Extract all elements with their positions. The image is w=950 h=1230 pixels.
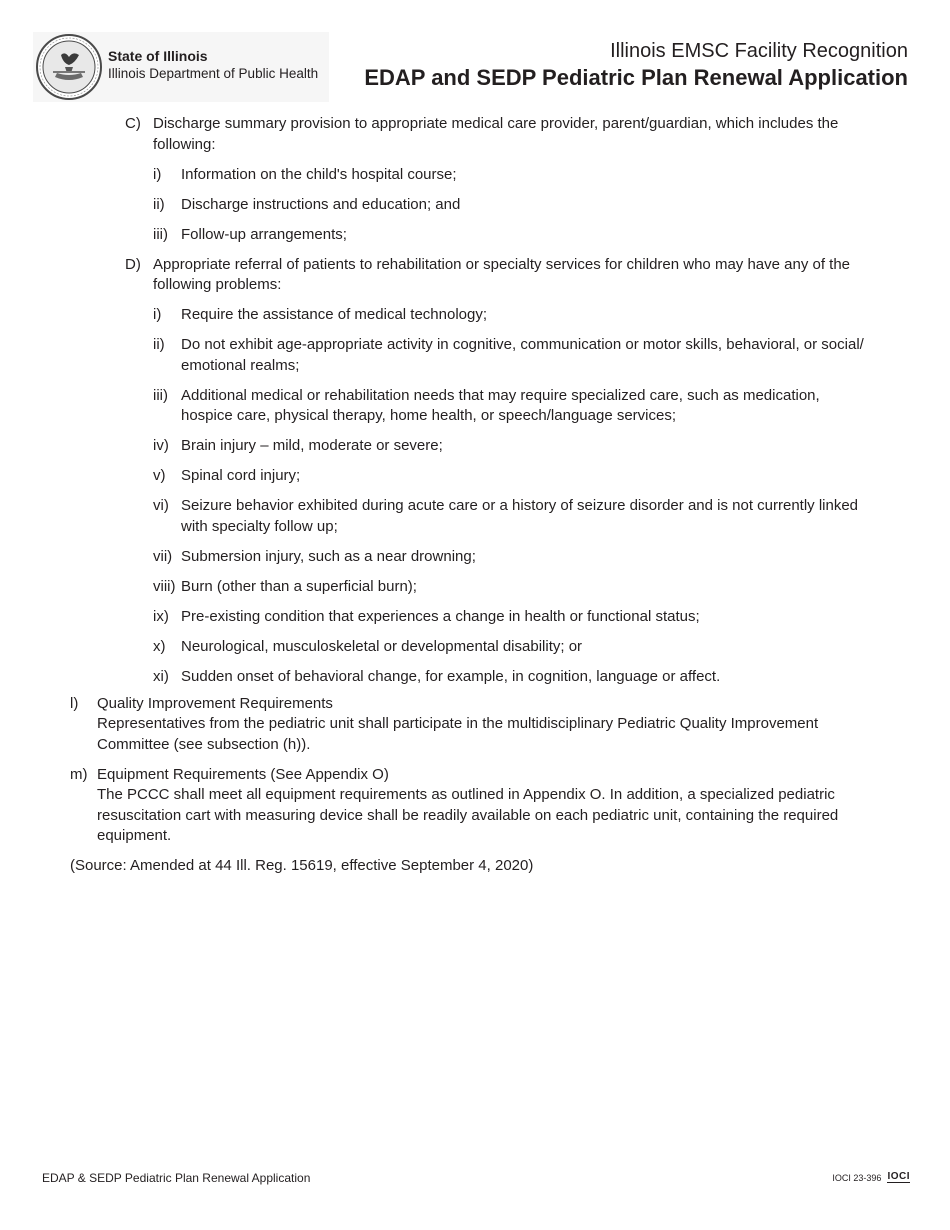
list-item [0, 335, 950, 376]
text-line: Follow-up arrangements; [181, 225, 347, 243]
list-marker: iii) [153, 386, 168, 404]
list-item-d [0, 255, 950, 296]
text-line: Discharge instructions and education; and [181, 195, 461, 213]
text-line: Burn (other than a superficial burn); [181, 577, 417, 595]
list-item-l [0, 694, 950, 756]
text-line: Spinal cord injury; [181, 467, 301, 484]
list-item-text [181, 436, 920, 457]
list-marker: x) [153, 637, 166, 655]
text-line: The PCCC shall meet all equipment requirements as outlined in Appendix O. In addition, a specialized pediatric [97, 786, 835, 803]
list-marker: i) [153, 165, 162, 183]
printer-logo-icon: IOCI [887, 1171, 910, 1182]
list-item-text [181, 466, 920, 487]
header-titles [364, 38, 908, 92]
list-item [0, 667, 950, 688]
list-item [0, 496, 950, 537]
list-marker: ii) [153, 336, 165, 353]
list-marker: v) [153, 467, 166, 484]
list-item [0, 305, 950, 326]
text-line: Pre-existing condition that experiences a change in health or functional status; [181, 607, 700, 625]
list-item-text [181, 496, 920, 537]
page-title: EDAP and SEDP Pediatric Plan Renewal Application [364, 65, 908, 90]
text-line: Appropriate referral of patients to rehabilitation or specialty services for children who may have any of the [153, 255, 851, 273]
list-marker: iv) [153, 437, 169, 454]
list-marker: xi) [153, 667, 169, 685]
form-number: IOCI 23-396 [832, 1172, 882, 1183]
list-marker: m) [70, 765, 88, 783]
text-line: hospice care, physical therapy, home health, or speech/language services; [181, 407, 677, 424]
list-marker: ii) [153, 195, 165, 213]
list-item [0, 386, 950, 427]
text-line: following problems: [153, 276, 282, 293]
list-item [0, 577, 950, 598]
list-marker: iii) [153, 225, 168, 243]
section-heading: Quality Improvement Requirements [97, 694, 333, 712]
list-marker: vi) [153, 497, 169, 514]
list-item-text [97, 694, 890, 756]
text-line: Additional medical or rehabilitation needs that may require specialized care, such as medication, [181, 386, 820, 404]
list-item [0, 436, 950, 457]
list-item-m [0, 765, 950, 847]
list-item-text [181, 547, 920, 568]
list-item [0, 607, 950, 628]
footer-title: EDAP & SEDP Pediatric Plan Renewal Application [42, 1171, 311, 1185]
text-line: Seizure behavior exhibited during acute care or a history of seizure disorder and is not currently linked [181, 497, 859, 514]
list-item [0, 547, 950, 568]
list-marker: D) [125, 255, 141, 273]
text-line: equipment. [97, 827, 172, 844]
list-marker: viii) [153, 577, 176, 595]
list-item [0, 165, 950, 186]
text-line: following: [153, 135, 216, 153]
section-heading: Equipment Requirements (See Appendix O) [97, 765, 389, 783]
list-item-text [181, 335, 920, 376]
list-item [0, 195, 950, 216]
list-item-text [181, 386, 920, 427]
list-marker: ix) [153, 607, 169, 625]
list-item-text [181, 607, 920, 628]
text-line: Discharge summary provision to appropriate medical care provider, parent/guardian, which includes the [153, 115, 839, 132]
source-citation: (Source: Amended at 44 Ill. Reg. 15619, effective September 4, 2020) [70, 857, 534, 874]
list-item-text [181, 225, 920, 246]
list-item-text [181, 165, 920, 186]
list-item [0, 225, 950, 246]
list-marker: vii) [153, 547, 173, 565]
list-item-c [0, 114, 950, 155]
text-line: resuscitation cart with measuring device shall be readily available on each pediatric unit, containing the required [97, 806, 839, 824]
agency-name [108, 48, 318, 82]
text-line: Do not exhibit age-appropriate activity in cognitive, communication or motor skills, behavioral, or social/ [181, 336, 864, 353]
list-marker: l) [70, 694, 79, 712]
text-line: Sudden onset of behavioral change, for example, in cognition, language or affect. [181, 667, 721, 685]
list-item-text [181, 667, 920, 688]
text-line: Require the assistance of medical technology; [181, 306, 488, 323]
header-subtitle: Illinois EMSC Facility Recognition [610, 40, 908, 62]
text-line: Submersion injury, such as a near drowning; [181, 547, 476, 565]
text-line: Brain injury – mild, moderate or severe; [181, 437, 443, 454]
list-item-text [181, 195, 920, 216]
list-item-text [181, 637, 920, 658]
agency-logo-block [33, 32, 329, 102]
list-item-text [181, 305, 920, 326]
text-line: Representatives from the pediatric unit shall participate in the multidisciplinary Pediatric Quality Improvement [97, 715, 819, 732]
agency-dept: Illinois Department of Public Health [108, 66, 319, 81]
list-item-text [153, 255, 950, 296]
text-line: emotional realms; [181, 356, 300, 374]
text-line: Neurological, musculoskeletal or developmental disability; or [181, 637, 583, 655]
list-item [0, 637, 950, 658]
state-seal-icon [35, 33, 103, 101]
list-marker: i) [153, 306, 162, 323]
footer-form-info [832, 1172, 910, 1183]
list-item-text [181, 577, 920, 598]
document-body [0, 114, 950, 877]
list-item-text [97, 765, 890, 847]
text-line: Information on the child's hospital course; [181, 165, 457, 183]
list-item-text [153, 114, 950, 155]
list-marker: C) [125, 115, 141, 132]
list-item [0, 466, 950, 487]
text-line: with specialty follow up; [181, 517, 338, 535]
text-line: Committee (see subsection (h)). [97, 735, 311, 753]
agency-state: State of Illinois [108, 48, 208, 64]
